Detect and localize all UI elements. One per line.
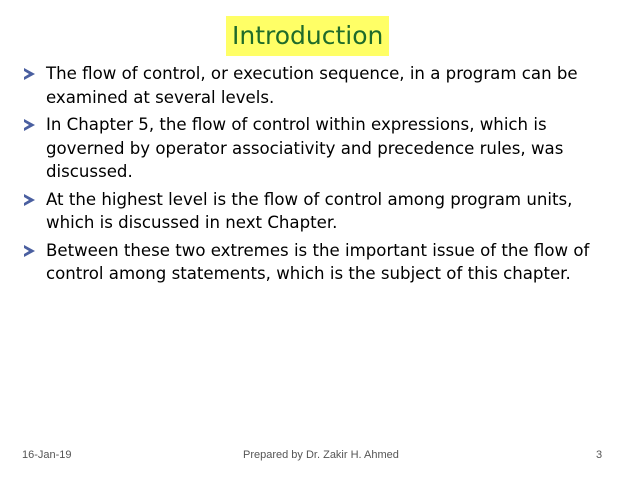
footer-date: 16-Jan-19 (22, 449, 72, 461)
bullet-text: In Chapter 5, the flow of control within expressions, which is governed by operator associativity and precedence rules, was discussed. (46, 115, 564, 181)
arrow-bullet-icon (24, 68, 35, 80)
arrow-bullet-icon (24, 194, 35, 206)
bullet-text: The flow of control, or execution sequence, in a program can be examined at several levels. (46, 64, 578, 107)
footer-author: Prepared by Dr. Zakir H. Ahmed (243, 449, 399, 461)
arrow-bullet-icon (24, 119, 35, 131)
bullet-item (22, 239, 622, 286)
bullet-text: Between these two extremes is the important issue of the flow of control among statements, which is the subject of this chapter. (46, 240, 590, 283)
footer-page-number: 3 (596, 449, 603, 461)
bullet-item (22, 113, 622, 184)
slide-title: Introduction (226, 16, 389, 56)
bullet-item (22, 188, 622, 235)
arrow-bullet-icon (24, 245, 35, 257)
bullet-text: At the highest level is the flow of control among program units, which is discussed in next Chapter. (46, 189, 573, 232)
bullet-list (22, 62, 622, 290)
bullet-item (22, 62, 622, 109)
